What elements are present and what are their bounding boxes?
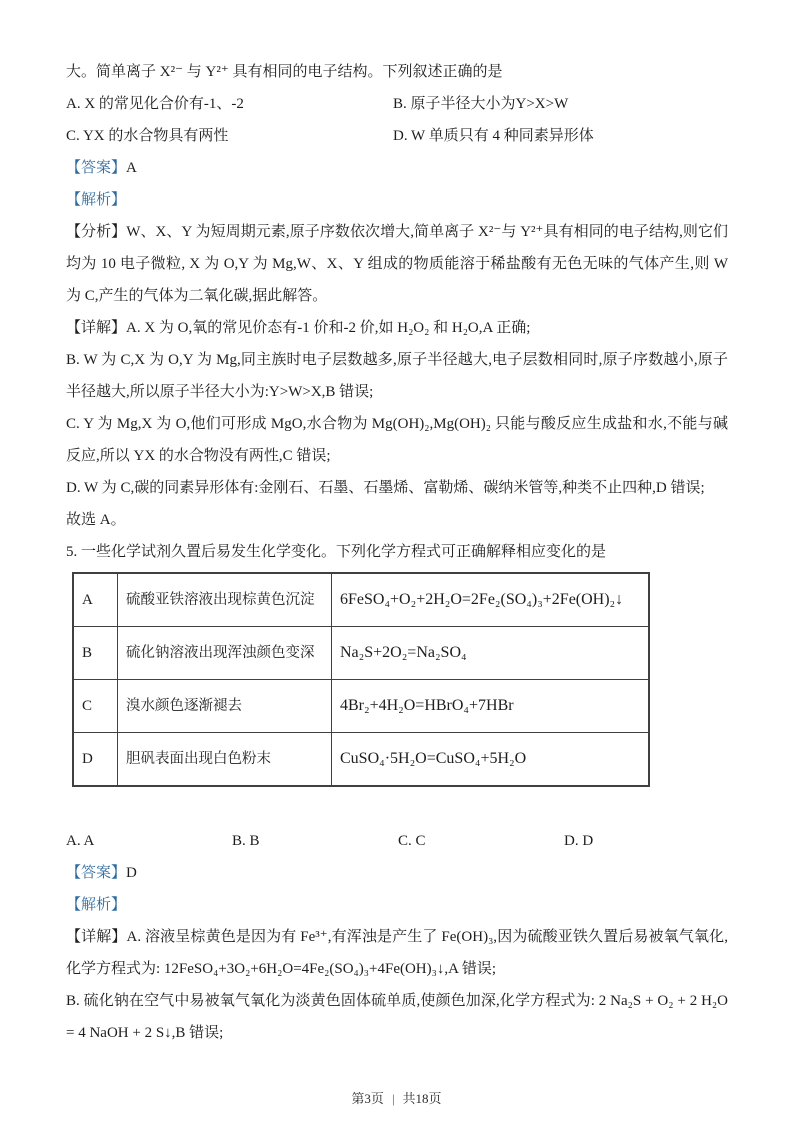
q4-option-c: C. YX 的水合物具有两性 [66, 128, 229, 144]
q5-row-a-change: 硫酸亚铁溶液出现棕黄色沉淀 [118, 573, 332, 627]
q4-detail-b: B. W 为 C,X 为 O,Y 为 Mg,同主族时电子层数越多,原子半径越大,电子层数相同时,原子序数越小,原子半径越大,所以原子半径大小为:Y>W>X,B 错误; [66, 352, 728, 400]
q5-option-c: C. C [398, 833, 426, 849]
q5-option-d: D. D [564, 833, 594, 849]
q4-answer-line [66, 152, 728, 184]
page-content [66, 56, 728, 1049]
q5-row-d-change: 胆矾表面出现白色粉末 [118, 733, 332, 787]
q5-table [72, 572, 650, 787]
table-row [73, 733, 649, 787]
q4-analysis-text: 【分析】W、X、Y 为短周期元素,原子序数依次增大,简单离子 X²⁻与 Y²⁺具有相同的电子结构,则它们均为 10 电子微粒, X 为 O,Y 为 Mg,W、X、Y 组成的物质能溶于稀盐酸有无色无味的气体产生,则 W 为 C,产生的气体为二氧化碳,据此解答。 [66, 224, 728, 304]
q5-detail-b: B. 硫化钠在空气中易被氧气氧化为淡黄色固体硫单质,使颜色加深,化学方程式为: 2 Na₂S + O₂ + 2 H₂O = 4 NaOH + 2 S↓,B 错误; [66, 993, 728, 1041]
q5-row-c-equation: 4Br₂+4H₂O=HBrO₄+7HBr [332, 680, 650, 733]
q5-row-a-key: A [73, 573, 118, 627]
q4-option-b: B. 原子半径大小为Y>X>W [393, 96, 569, 112]
page-footer [0, 1091, 793, 1107]
q4-stem: 大。简单离子 X²⁻ 与 Y²⁺ 具有相同的电子结构。下列叙述正确的是 [66, 64, 503, 80]
q5-row-d-key: D [73, 733, 118, 787]
q4-detail-c: C. Y 为 Mg,X 为 O,他们可形成 MgO,水合物为 Mg(OH)₂,Mg(OH)₂ 只能与酸反应生成盐和水,不能与碱反应,所以 YX 的水合物没有两性,C 错误; [66, 416, 728, 464]
q4-options-row-2 [66, 120, 728, 152]
q5-answer-value: D [126, 865, 137, 881]
q4-options-row-1 [66, 88, 728, 120]
table-row [73, 627, 649, 680]
q5-analysis-heading-label: 【解析】 [66, 897, 127, 913]
q5-row-b-change: 硫化钠溶液出现浑浊颜色变深 [118, 627, 332, 680]
q5-row-c-change: 溴水颜色逐渐褪去 [118, 680, 332, 733]
footer-page-number: 第3页 [351, 1091, 384, 1106]
table-row [73, 573, 649, 627]
q5-answer-label: 【答案】 [66, 865, 127, 881]
q5-detail-a: 【详解】A. 溶液呈棕黄色是因为有 Fe³⁺,有浑浊是产生了 Fe(OH)₃,因为硫酸亚铁久置后易被氧气氧化,化学方程式为: 12FeSO₄+3O₂+6H₂O=4Fe₂(SO₄)₃+4Fe(OH)₃↓,A 错误; [66, 929, 728, 977]
q4-detail-d: D. W 为 C,碳的同素异形体有:金刚石、石墨、石墨烯、富勒烯、碳纳米管等,种类不止四种,D 错误; [66, 480, 705, 496]
q4-analysis-heading [66, 184, 728, 216]
q5-option-b: B. B [232, 833, 260, 849]
q5-analysis-heading [66, 889, 728, 921]
footer-total-pages: 共18页 [402, 1091, 442, 1106]
q5-answer-line [66, 857, 728, 889]
q5-row-c-key: C [73, 680, 118, 733]
q4-answer-value: A [126, 160, 137, 176]
q5-row-d-equation: CuSO₄·5H₂O=CuSO₄+5H₂O [332, 733, 650, 787]
q5-options-row [66, 825, 728, 857]
q5-row-b-key: B [73, 627, 118, 680]
table-row [73, 680, 649, 733]
footer-separator: | [391, 1091, 395, 1106]
q4-option-d: D. W 单质只有 4 种同素异形体 [393, 128, 594, 144]
q5-row-b-equation: Na₂S+2O₂=Na₂SO₄ [332, 627, 650, 680]
q4-detail-a: 【详解】A. X 为 O,氧的常见价态有-1 价和-2 价,如 H₂O₂ 和 H₂O,A 正确; [66, 320, 531, 336]
q5-option-a: A. A [66, 833, 95, 849]
q5-row-a-equation: 6FeSO₄+O₂+2H₂O=2Fe₂(SO₄)₃+2Fe(OH)₂↓ [332, 573, 650, 627]
q4-conclusion: 故选 A。 [66, 512, 126, 528]
q4-option-a: A. X 的常见化合价有-1、-2 [66, 96, 244, 112]
q4-analysis-heading-label: 【解析】 [66, 192, 127, 208]
q4-answer-label: 【答案】 [66, 160, 127, 176]
q5-stem: 5. 一些化学试剂久置后易发生化学变化。下列化学方程式可正确解释相应变化的是 [66, 544, 607, 560]
